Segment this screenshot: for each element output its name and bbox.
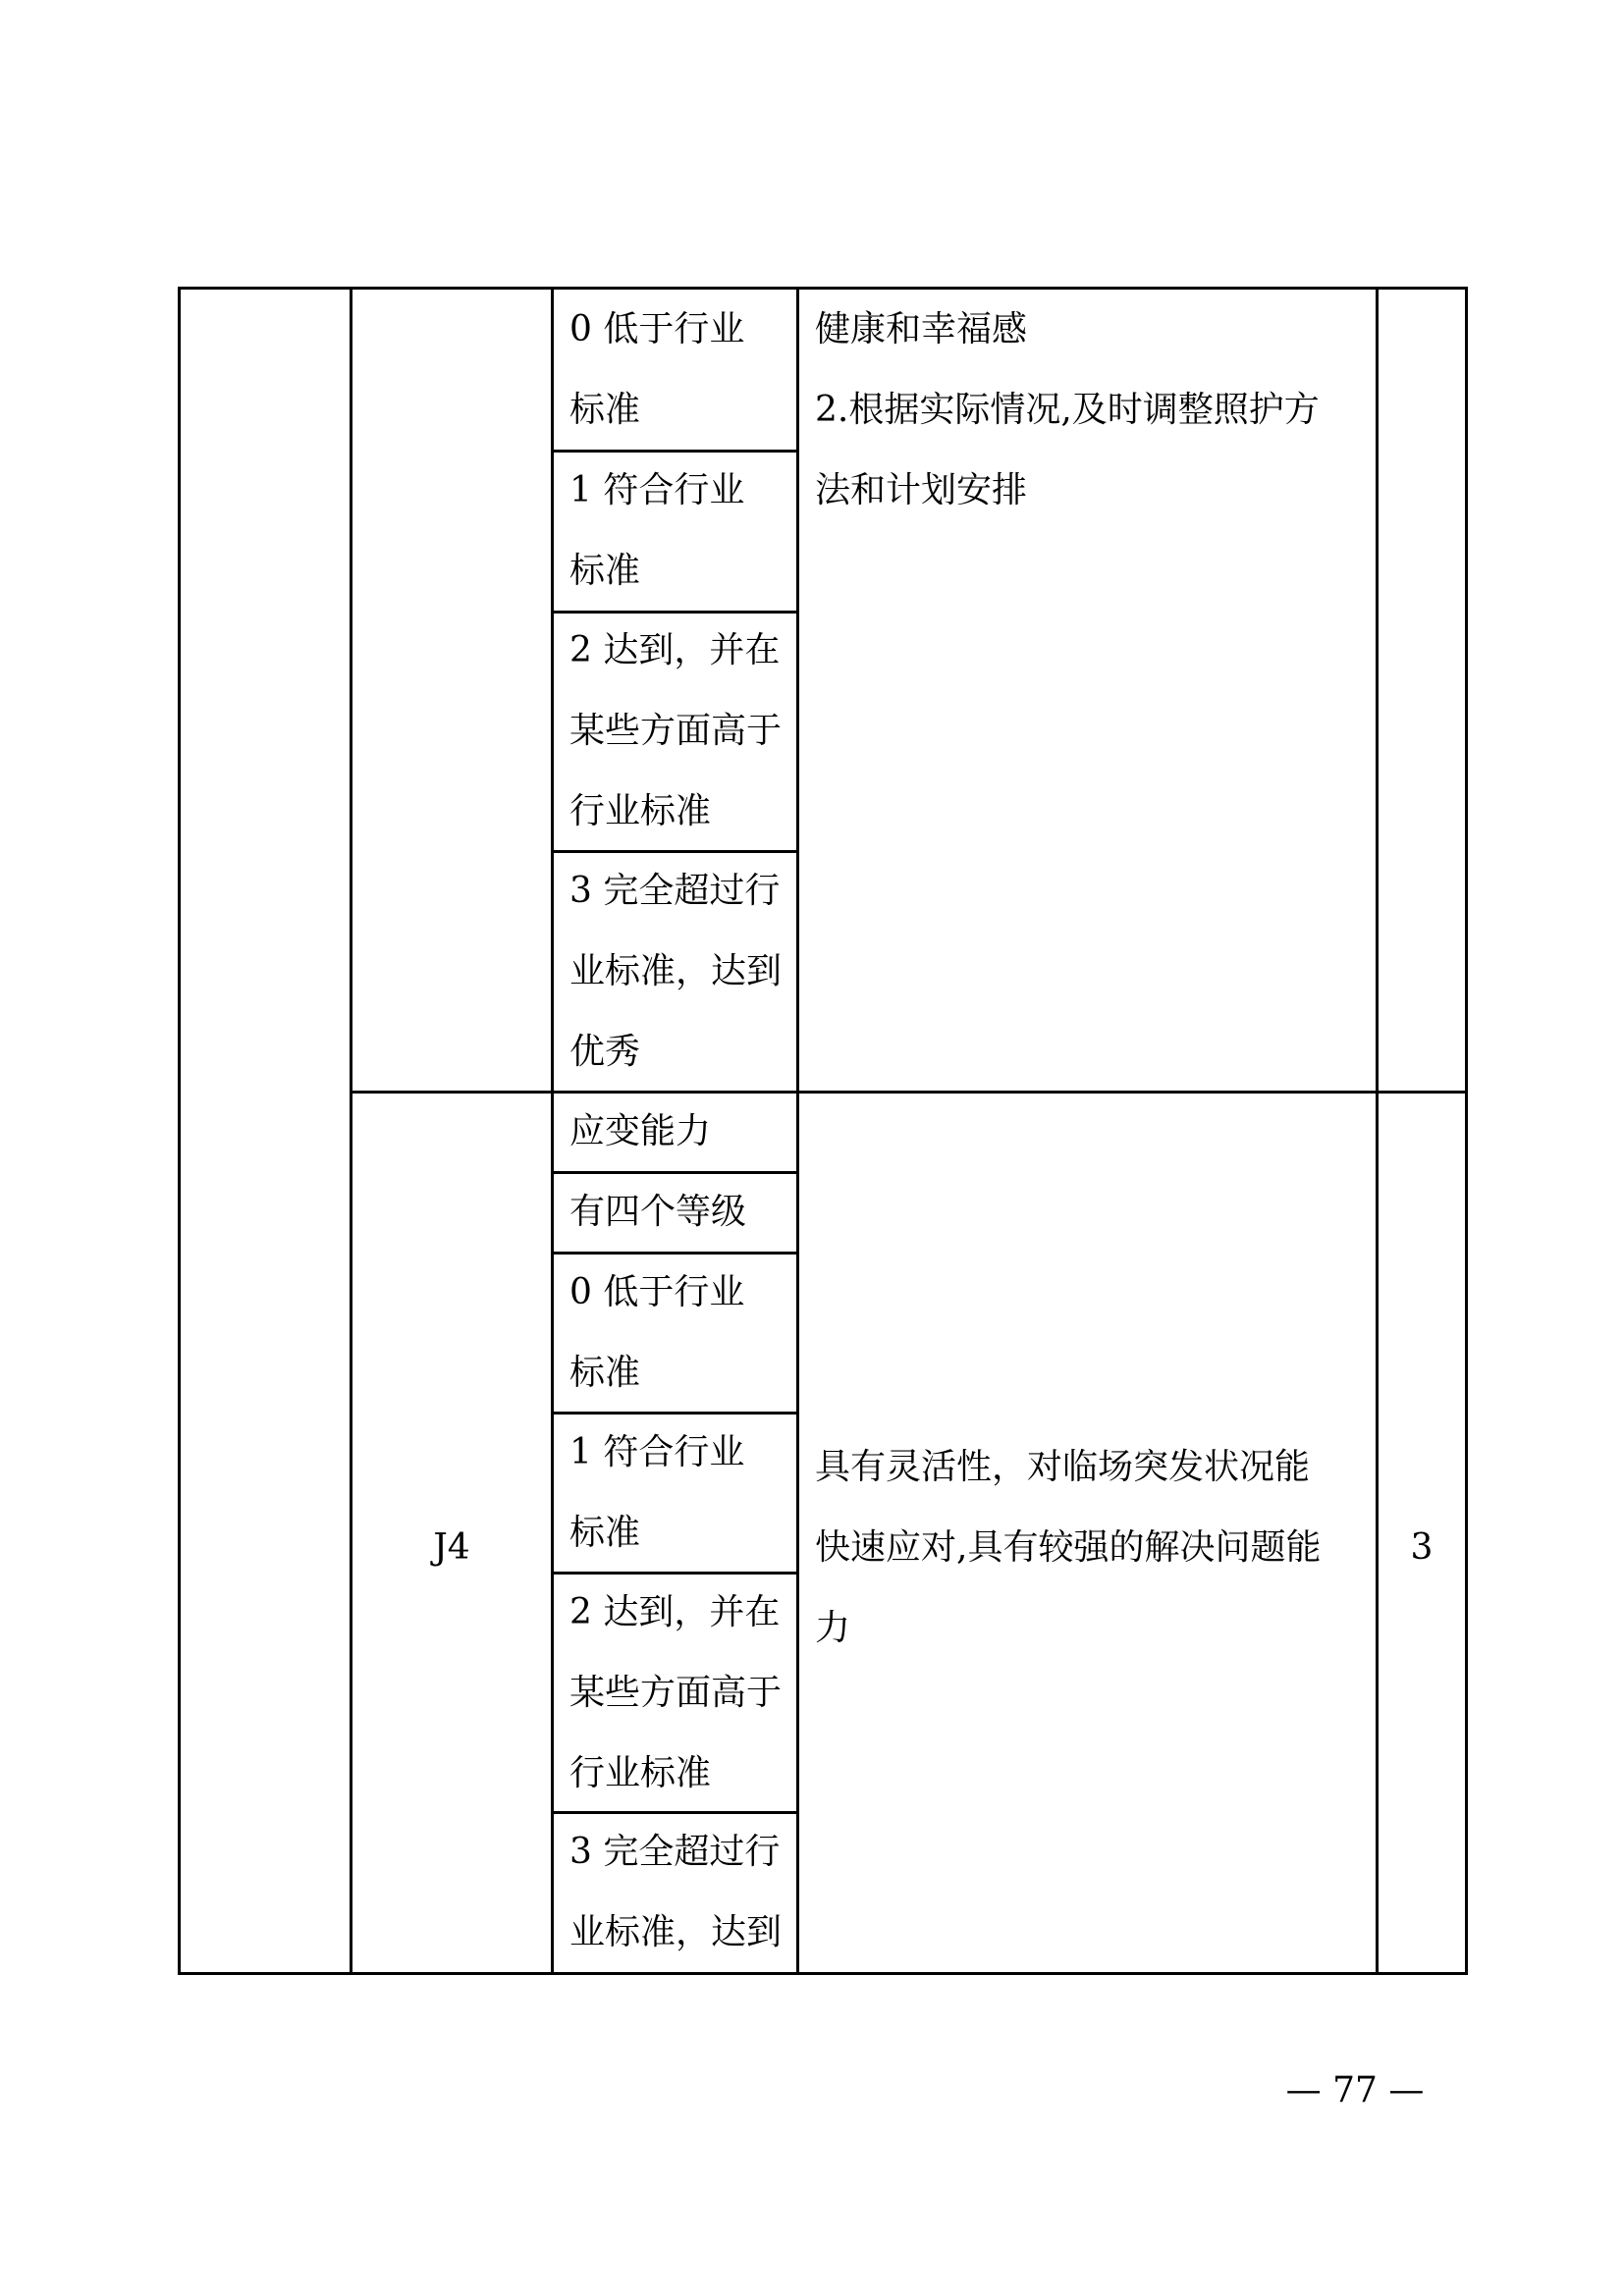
level-text: 标准 (569, 551, 641, 591)
level-text: 2 达到，并在 (569, 630, 781, 670)
level-text: 业标准，达到 (569, 1912, 783, 1952)
level-text: 优秀 (569, 1032, 641, 1072)
level-cell-3 (569, 851, 795, 1093)
level-text: 3 完全超过行 (569, 871, 781, 911)
grade-count-text: 有四个等级 (569, 1192, 747, 1232)
level-cell-0 (569, 290, 795, 451)
level-text: 某些方面高于 (569, 711, 783, 751)
evaluation-table (178, 287, 1468, 1975)
level-text: 1 符合行业 (569, 470, 745, 510)
grade-count-cell (569, 1172, 795, 1253)
page-number: — 77 — (1285, 2070, 1425, 2110)
level-cell-0 (569, 1253, 795, 1414)
column-divider (350, 290, 352, 1972)
lower-description (815, 1427, 1375, 1669)
description-text: 力 (815, 1608, 851, 1648)
level-text: 标准 (569, 390, 641, 430)
level-cell-1 (569, 451, 795, 612)
criterion-cell (569, 1092, 795, 1172)
column-divider (796, 290, 799, 1972)
level-text: 1 符合行业 (569, 1432, 745, 1472)
description-text: 健康和幸福感 (815, 309, 1028, 349)
criterion-text: 应变能力 (569, 1111, 712, 1151)
upper-description (815, 290, 1375, 531)
score-value: 3 (1410, 1527, 1434, 1568)
level-text: 3 完全超过行 (569, 1832, 781, 1872)
level-text: 标准 (569, 1513, 641, 1553)
level-cell-2 (569, 1573, 795, 1814)
column-divider (1376, 290, 1379, 1972)
level-text: 0 低于行业 (569, 1272, 745, 1312)
upper-level-column (569, 290, 795, 1091)
level-cell-3 (569, 1812, 795, 1973)
description-text: 具有灵活性，对临场突发状况能 (815, 1447, 1311, 1487)
level-text: 业标准，达到 (569, 951, 783, 991)
level-text: 0 低于行业 (569, 309, 745, 349)
item-code: J4 (433, 1527, 470, 1568)
level-text: 行业标准 (569, 791, 712, 831)
level-text: 某些方面高于 (569, 1673, 783, 1713)
level-text: 2 达到，并在 (569, 1592, 781, 1632)
description-text: 法和计划安排 (815, 470, 1028, 510)
column-divider (551, 290, 554, 1972)
level-cell-2 (569, 611, 795, 852)
block-divider (350, 1091, 1465, 1094)
level-text: 行业标准 (569, 1753, 712, 1793)
lower-level-column (569, 1092, 795, 1972)
level-cell-1 (569, 1413, 795, 1574)
description-text: 2.根据实际情况,及时调整照护方 (815, 390, 1320, 430)
level-text: 标准 (569, 1353, 641, 1393)
description-text: 快速应对,具有较强的解决问题能 (815, 1527, 1322, 1568)
